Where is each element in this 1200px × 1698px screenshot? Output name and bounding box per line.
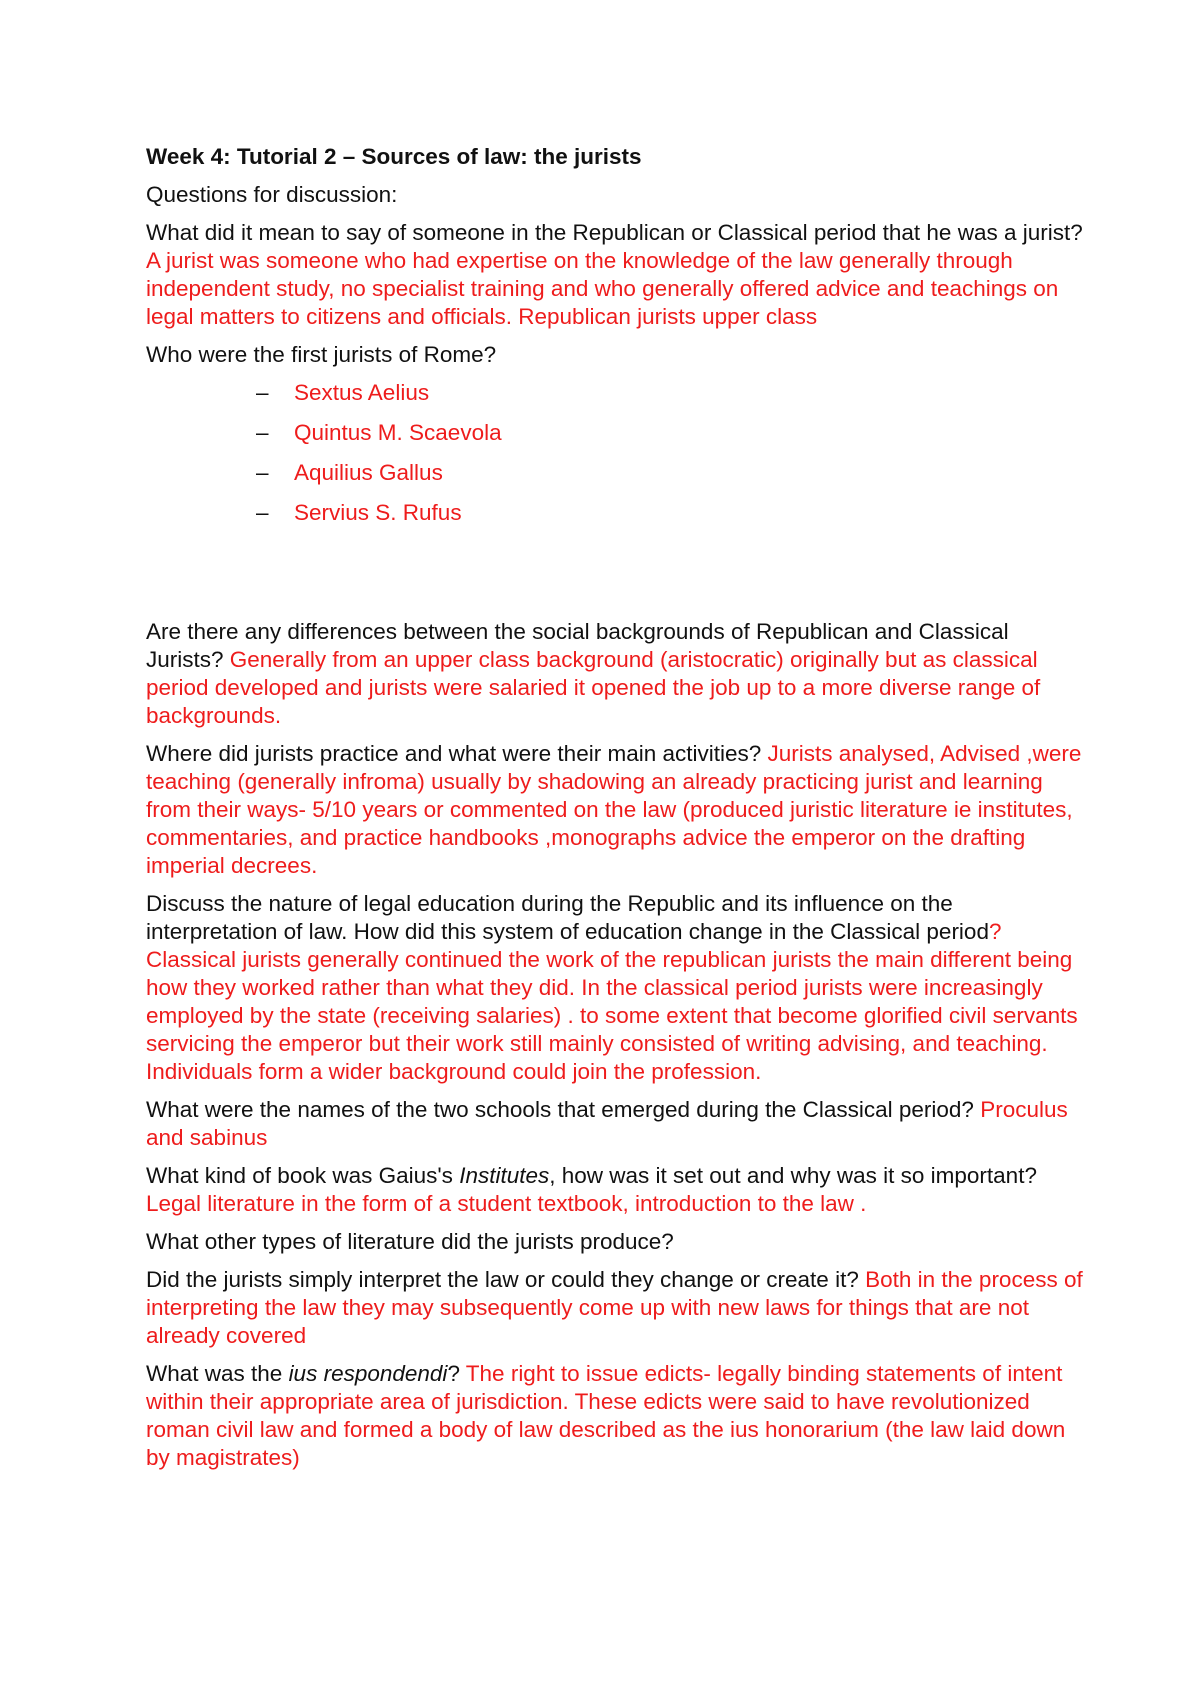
latin-term: ius respondendi: [288, 1361, 448, 1386]
question-1-paragraph: [146, 219, 1086, 331]
list-item: [146, 379, 1086, 407]
book-title: Institutes: [459, 1163, 550, 1188]
jurist-name: Sextus Aelius: [294, 380, 430, 405]
list-item: [146, 459, 1086, 487]
question-1-text: What did it mean to say of someone in the Republican or Classical period that he was a jurist?: [146, 220, 1083, 245]
answer-3-text: Generally from an upper class background (aristocratic) originally but as classical period developed and jurists were salaried it opened the job up to a more diverse range of backgrounds.: [146, 647, 1041, 728]
list-dash: –: [256, 500, 269, 525]
answer-4-text: Jurists analysed, Advised ,were teaching (generally infroma) usually by shadowing an already practicing jurist and learning from their ways- 5/10 years or commented on the law (produced juristic literature ie institutes, commentaries, and practice handbooks ,monographs advice the emperor on the drafting imperial decrees.: [146, 741, 1082, 878]
document-subtitle: Questions for discussion:: [146, 182, 398, 207]
answer-10-text: The right to issue edicts- legally binding statements of intent within their appropriate area of jurisdiction. These edicts were said to have revolutionized roman civil law and formed a body of law described as the ius honorarium (the law laid down by magistrates): [146, 1361, 1066, 1470]
question-10-text-start: What was the: [146, 1361, 289, 1386]
answer-6-text: Proculus and sabinus: [146, 1097, 1068, 1150]
question-8-text: What other types of literature did the jurists produce?: [146, 1229, 674, 1254]
list-dash: –: [256, 460, 269, 485]
question-6-paragraph: [146, 1096, 1086, 1152]
question-6-text: What were the names of the two schools that emerged during the Classical period?: [146, 1097, 974, 1122]
jurist-name: Quintus M. Scaevola: [294, 420, 502, 445]
question-7-text-start: What kind of book was Gaius's: [146, 1163, 460, 1188]
list-item: [146, 419, 1086, 447]
answer-9-text: Both in the process of interpreting the law they may subsequently come up with new laws for things that are not already covered: [146, 1267, 1083, 1348]
jurist-name: Aquilius Gallus: [294, 460, 443, 485]
question-4-text: Where did jurists practice and what were their main activities?: [146, 741, 762, 766]
jurist-list: [146, 379, 1086, 527]
list-dash: –: [256, 420, 269, 445]
question-5-text: Discuss the nature of legal education during the Republic and its influence on the interpretation of law. How did this system of education change in the Classical period: [146, 891, 989, 944]
answer-1-text: A jurist was someone who had expertise on the knowledge of the law generally through independent study, no specialist training and who generally offered advice and teachings on legal matters to citizens and officials. Republican jurists upper class: [146, 248, 1059, 329]
jurist-name: Servius S. Rufus: [294, 500, 462, 525]
question-10-text-end: ?: [447, 1361, 460, 1386]
question-4-paragraph: [146, 740, 1086, 880]
question-2-text: Who were the first jurists of Rome?: [146, 342, 497, 367]
list-item: [146, 499, 1086, 527]
blank-space: [146, 539, 1086, 618]
document-body: [146, 143, 1086, 1482]
question-5-paragraph: [146, 890, 1086, 1086]
list-dash: –: [256, 380, 269, 405]
question-7-paragraph: [146, 1162, 1086, 1218]
question-7-text-end: , how was it set out and why was it so important?: [549, 1163, 1037, 1188]
question-10-paragraph: [146, 1360, 1086, 1472]
question-3-paragraph: [146, 618, 1086, 730]
question-9-text: Did the jurists simply interpret the law or could they change or create it?: [146, 1267, 859, 1292]
answer-7-text: Legal literature in the form of a student textbook, introduction to the law .: [146, 1191, 867, 1216]
document-title: Week 4: Tutorial 2 – Sources of law: the jurists: [146, 144, 642, 169]
question-9-paragraph: [146, 1266, 1086, 1350]
answer-5-text: ? Classical jurists generally continued the work of the republican jurists the main different being how they worked rather than what they did. In the classical period jurists were increasingly employed by the state (receiving salaries) . to some extent that become glorified civil servants servicing the emperor but their work still mainly consisted of writing advising, and teaching. Individuals form a wider background could join the profession.: [146, 919, 1078, 1084]
question-3-text: Are there any differences between the social backgrounds of Republican and Classical Jurists?: [146, 619, 1009, 672]
